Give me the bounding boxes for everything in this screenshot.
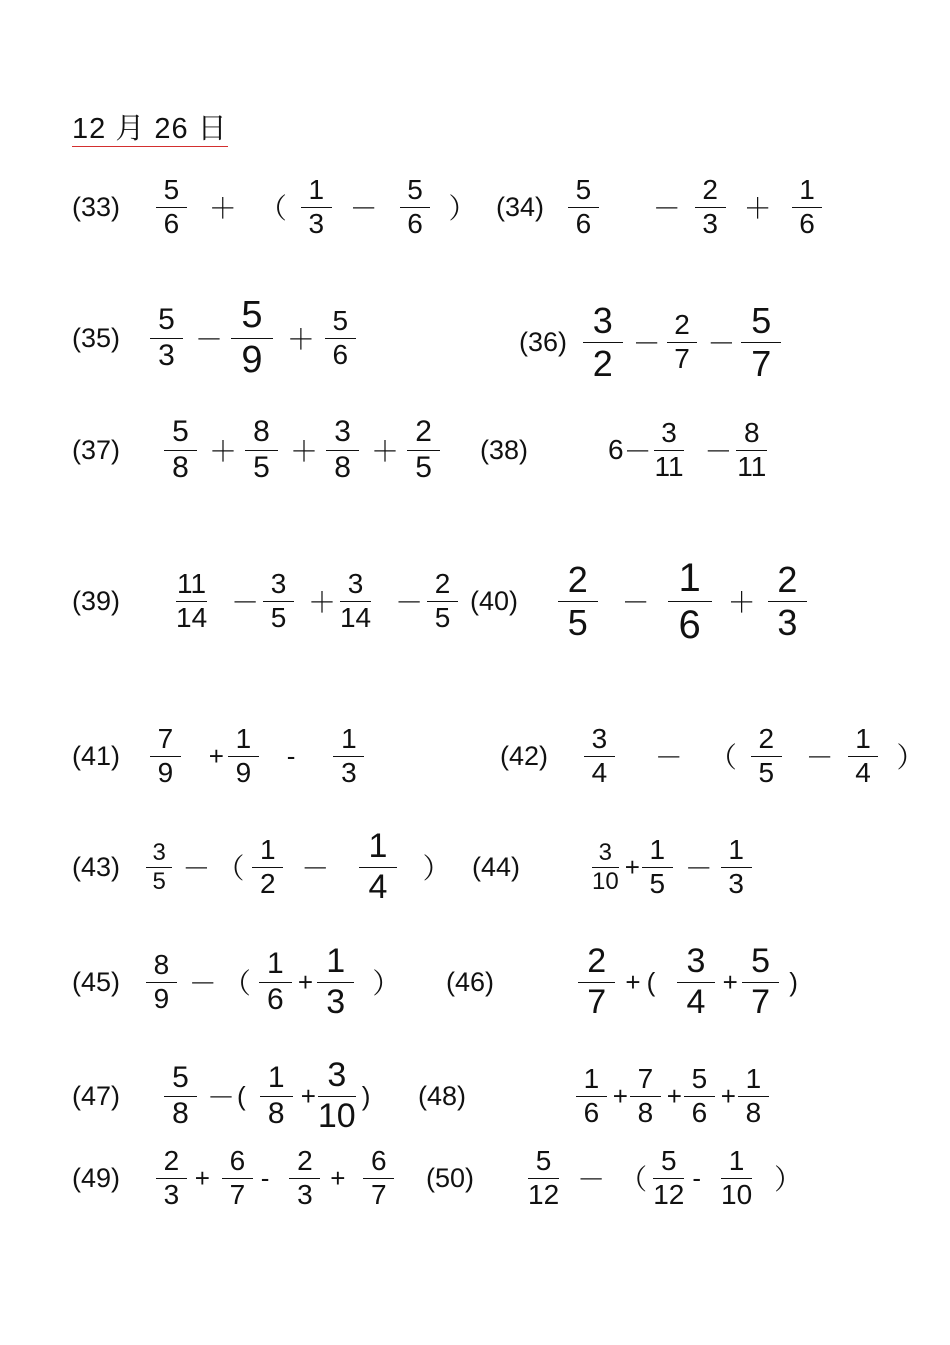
fraction-denominator: 5 <box>649 867 666 899</box>
fraction-denominator: 3 <box>308 207 325 239</box>
fraction <box>146 839 172 895</box>
fraction <box>751 723 782 788</box>
plus-sign: ＋ <box>371 435 400 468</box>
fraction-numerator: 3 <box>598 838 613 866</box>
fraction <box>260 1061 293 1131</box>
fraction-denominator: 3 <box>702 207 718 239</box>
minus-sign: － <box>621 586 650 619</box>
fraction-numerator: 5 <box>691 1063 708 1095</box>
problem-number: (44) <box>472 851 521 882</box>
problem-number: (40) <box>470 585 519 616</box>
problem-47 <box>72 1056 370 1136</box>
fraction <box>630 1063 661 1128</box>
plus-sign: + <box>330 1162 346 1193</box>
fraction <box>363 1145 394 1210</box>
fraction-denominator: 3 <box>158 338 175 372</box>
fraction <box>738 1063 769 1128</box>
fraction-numerator: 3 <box>592 300 613 342</box>
fraction-denominator: 8 <box>745 1096 762 1128</box>
plus-sign: + <box>612 1080 628 1111</box>
fraction-denominator: 9 <box>153 982 170 1014</box>
fraction-denominator: 7 <box>751 982 770 1021</box>
fraction-numerator: 2 <box>163 1145 180 1177</box>
problem-45 <box>72 942 400 1022</box>
plus-sign: + <box>297 966 314 997</box>
plus-sign: + <box>666 1080 682 1111</box>
fraction-numerator: 1 <box>728 1145 745 1177</box>
date-heading: 12 月 26 日 <box>72 113 228 145</box>
fraction <box>584 723 615 788</box>
fraction <box>642 834 673 899</box>
minus-sign: － <box>623 435 652 468</box>
minus-sign: － <box>207 1081 236 1114</box>
plus-sign: + <box>300 1080 316 1111</box>
fraction <box>231 294 273 382</box>
fraction-denominator: 4 <box>686 982 706 1021</box>
plus-sign: + <box>722 966 738 997</box>
minus-sign: - <box>260 1162 270 1193</box>
plus-sign: ＋ <box>727 586 756 619</box>
fraction-numerator: 1 <box>678 555 701 600</box>
fraction <box>359 827 396 906</box>
fraction <box>792 174 823 239</box>
fraction <box>150 723 181 788</box>
fraction-numerator: 2 <box>674 309 690 341</box>
fraction-denominator: 4 <box>855 756 871 788</box>
problem-41 <box>72 716 368 796</box>
fraction <box>654 417 685 482</box>
fraction-denominator: 7 <box>229 1178 246 1210</box>
fraction <box>326 415 359 485</box>
fraction-numerator: 8 <box>253 415 270 448</box>
fraction-numerator: 1 <box>799 174 815 206</box>
fraction-denominator: 4 <box>591 756 608 788</box>
fraction-numerator: 1 <box>341 723 357 755</box>
fraction-numerator: 2 <box>567 559 588 601</box>
fraction-numerator: 5 <box>407 174 423 206</box>
fraction <box>427 568 458 633</box>
fraction <box>653 1145 684 1210</box>
close-paren: ) <box>361 1080 371 1111</box>
plus-sign: + <box>194 1162 210 1193</box>
close-paren: ） <box>372 967 401 1000</box>
fraction-numerator: 3 <box>327 1056 347 1095</box>
fraction-numerator: 2 <box>777 559 798 601</box>
fraction-denominator: 3 <box>777 601 798 643</box>
fraction-denominator: 8 <box>172 1096 189 1130</box>
fraction-denominator: 6 <box>266 982 284 1016</box>
open-paren: ( <box>237 1080 246 1111</box>
fraction-numerator: 2 <box>758 723 775 755</box>
plus-sign: ＋ <box>290 435 319 468</box>
plus-sign: ＋ <box>209 435 238 468</box>
problem-number: (47) <box>72 1080 121 1111</box>
minus-sign: － <box>182 852 211 885</box>
fraction-denominator: 12 <box>528 1178 560 1210</box>
fraction <box>578 942 615 1021</box>
fraction-denominator: 8 <box>637 1096 654 1128</box>
problem-number: (35) <box>72 322 121 353</box>
close-paren: ） <box>422 852 451 885</box>
fraction-numerator: 5 <box>163 174 180 206</box>
fraction-denominator: 14 <box>176 601 208 633</box>
fraction <box>340 568 371 633</box>
fraction-numerator: 3 <box>347 568 364 600</box>
problem-40 <box>470 555 811 647</box>
fraction-numerator: 2 <box>415 415 432 448</box>
problem-number: (36) <box>519 326 568 357</box>
fraction-numerator: 5 <box>751 300 772 342</box>
fraction-numerator: 8 <box>153 949 170 981</box>
plus-sign: ＋ <box>286 323 315 356</box>
fraction-numerator: 5 <box>535 1145 552 1177</box>
problem-number: (33) <box>72 191 121 222</box>
fraction-numerator: 1 <box>583 1063 600 1095</box>
fraction-denominator: 2 <box>260 867 276 899</box>
fraction-numerator: 6 <box>229 1145 246 1177</box>
fraction <box>156 1145 187 1210</box>
fraction-denominator: 7 <box>751 342 772 384</box>
fraction-numerator: 8 <box>744 417 760 449</box>
minus-sign: － <box>652 192 681 225</box>
fraction <box>592 839 619 895</box>
problem-number: (46) <box>446 966 495 997</box>
fraction-denominator: 6 <box>691 1096 708 1128</box>
fraction-denominator: 12 <box>653 1178 685 1210</box>
problem-number: (43) <box>72 851 121 882</box>
fraction-denominator: 8 <box>172 450 189 484</box>
fraction <box>741 300 781 384</box>
fraction <box>721 834 752 899</box>
open-paren: （ <box>216 852 245 885</box>
fraction-denominator: 6 <box>799 207 815 239</box>
problem-36 <box>519 302 785 382</box>
fraction <box>721 1145 752 1210</box>
fraction-numerator: 1 <box>266 947 284 980</box>
fraction <box>848 723 879 788</box>
problem-34 <box>496 167 826 247</box>
minus-sign: － <box>188 967 217 1000</box>
fraction-denominator: 5 <box>270 601 287 633</box>
minus-sign: － <box>395 586 424 619</box>
plus-sign: + <box>720 1080 736 1111</box>
minus-sign: － <box>577 1163 606 1196</box>
fraction-denominator: 9 <box>241 338 263 381</box>
fraction-numerator: 3 <box>686 942 706 981</box>
fraction <box>400 174 431 239</box>
fraction-denominator: 3 <box>728 867 744 899</box>
fraction-numerator: 1 <box>267 1061 285 1094</box>
fraction <box>742 942 779 1021</box>
fraction-numerator: 5 <box>241 293 263 336</box>
fraction-numerator: 1 <box>855 723 871 755</box>
fraction-denominator: 3 <box>163 1178 180 1210</box>
fraction-numerator: 2 <box>434 568 451 600</box>
fraction-denominator: 7 <box>587 982 607 1021</box>
fraction-numerator: 2 <box>587 942 607 981</box>
problem-49 <box>72 1138 398 1218</box>
fraction <box>768 559 808 643</box>
minus-sign: － <box>684 852 713 885</box>
open-paren: （ <box>222 967 251 1000</box>
fraction <box>245 415 278 485</box>
fraction <box>263 568 294 633</box>
fraction-numerator: 3 <box>591 723 608 755</box>
fraction-denominator: 6 <box>407 207 423 239</box>
fraction-numerator: 5 <box>158 303 175 336</box>
minus-sign: － <box>349 192 378 225</box>
minus-sign: － <box>632 327 661 360</box>
fraction-denominator: 14 <box>339 601 372 633</box>
fraction <box>301 174 332 239</box>
fraction-denominator: 6 <box>163 207 180 239</box>
problem-number: (48) <box>418 1080 467 1111</box>
fraction-numerator: 1 <box>728 834 744 866</box>
problem-number: (39) <box>72 585 121 616</box>
fraction-numerator: 1 <box>368 827 388 866</box>
fraction-numerator: 5 <box>172 415 189 448</box>
close-paren: ） <box>448 192 477 225</box>
fraction <box>318 1056 356 1135</box>
problem-number: (34) <box>496 191 545 222</box>
close-paren: ) <box>789 966 798 997</box>
fraction-denominator: 6 <box>583 1096 600 1128</box>
plus-sign: + <box>624 851 640 882</box>
minus-sign: － <box>707 327 736 360</box>
fraction-numerator: 5 <box>172 1061 189 1094</box>
fraction <box>150 303 183 373</box>
fraction <box>317 942 354 1021</box>
problem-46 <box>446 942 798 1022</box>
minus-sign: － <box>654 741 683 774</box>
fraction-numerator: 1 <box>745 1063 762 1095</box>
problem-number: (37) <box>72 434 121 465</box>
fraction <box>146 949 177 1014</box>
fraction-denominator: 8 <box>267 1096 285 1130</box>
fraction-numerator: 5 <box>660 1145 677 1177</box>
problem-35 <box>72 293 360 381</box>
fraction-denominator: 3 <box>297 1178 313 1210</box>
fraction-numerator: 3 <box>334 415 351 448</box>
problem-44 <box>472 827 756 907</box>
plus-sign: ＋ <box>743 192 772 225</box>
problem-38 <box>480 410 771 490</box>
fraction <box>176 568 207 633</box>
plus-sign: ＋ <box>208 192 237 225</box>
problem-48 <box>418 1056 773 1136</box>
problem-number: (45) <box>72 966 121 997</box>
fraction <box>677 942 714 1021</box>
close-paren: ） <box>896 741 925 774</box>
fraction-denominator: 10 <box>317 1096 356 1135</box>
problem-37 <box>72 410 444 490</box>
fraction-denominator: 5 <box>758 756 775 788</box>
problem-42 <box>500 716 924 796</box>
fraction-numerator: 6 <box>371 1145 387 1177</box>
minus-sign: － <box>805 741 834 774</box>
fraction-numerator: 7 <box>637 1063 654 1095</box>
fraction <box>156 174 187 239</box>
fraction-denominator: 5 <box>567 601 588 643</box>
problem-number: (50) <box>426 1162 475 1193</box>
problem-number: (49) <box>72 1162 121 1193</box>
fraction <box>528 1145 559 1210</box>
problem-number: (41) <box>72 740 121 771</box>
fraction <box>695 174 726 239</box>
fraction-denominator: 5 <box>152 867 166 895</box>
fraction-numerator: 11 <box>177 568 207 600</box>
fraction-denominator: 6 <box>575 207 592 239</box>
minus-sign: － <box>195 323 224 356</box>
minus-sign: - <box>692 1162 702 1193</box>
fraction <box>228 723 259 788</box>
plus-sign: + <box>625 966 641 997</box>
fraction-numerator: 1 <box>326 942 346 981</box>
fraction <box>668 555 712 648</box>
fraction-denominator: 3 <box>326 982 346 1021</box>
open-paren: （ <box>708 741 737 774</box>
fraction-numerator: 3 <box>152 838 166 866</box>
fraction <box>583 300 623 384</box>
whole-number: 6 <box>608 434 624 465</box>
problem-43 <box>72 827 451 907</box>
fraction <box>325 305 356 370</box>
fraction-denominator: 5 <box>253 450 270 484</box>
fraction <box>558 559 598 643</box>
fraction-denominator: 6 <box>678 602 701 647</box>
fraction-numerator: 1 <box>260 834 276 866</box>
fraction <box>667 309 698 374</box>
fraction <box>252 834 283 899</box>
problem-number: (42) <box>500 740 549 771</box>
fraction-numerator: 7 <box>157 723 174 755</box>
fraction-denominator: 8 <box>334 450 351 484</box>
fraction-numerator: 2 <box>702 174 718 206</box>
fraction-numerator: 5 <box>575 174 592 206</box>
fraction-numerator: 5 <box>751 942 770 981</box>
minus-sign: － <box>301 852 330 885</box>
fraction-denominator: 5 <box>434 601 451 633</box>
fraction-denominator: 10 <box>721 1178 753 1210</box>
fraction-denominator: 11 <box>654 450 684 482</box>
fraction-denominator: 11 <box>737 450 767 482</box>
fraction-numerator: 2 <box>297 1145 313 1177</box>
problem-number: (38) <box>480 434 529 465</box>
open-paren: ( <box>646 966 656 997</box>
minus-sign: － <box>704 435 733 468</box>
fraction <box>164 1061 197 1131</box>
problem-39 <box>72 561 462 641</box>
open-paren: （ <box>258 192 287 225</box>
fraction <box>164 415 197 485</box>
fraction <box>333 723 364 788</box>
minus-sign: － <box>231 586 260 619</box>
fraction-denominator: 2 <box>592 342 613 384</box>
fraction-denominator: 6 <box>332 338 349 370</box>
fraction-numerator: 3 <box>661 417 677 449</box>
minus-sign: - <box>286 740 296 771</box>
fraction <box>568 174 599 239</box>
fraction-denominator: 4 <box>368 867 388 906</box>
fraction <box>576 1063 607 1128</box>
fraction-denominator: 3 <box>341 756 357 788</box>
close-paren: ） <box>774 1163 803 1196</box>
fraction <box>259 947 292 1017</box>
fraction <box>684 1063 715 1128</box>
fraction-numerator: 1 <box>308 174 325 206</box>
fraction-denominator: 7 <box>674 342 690 374</box>
plus-sign: ＋ <box>307 586 336 619</box>
problem-50 <box>426 1138 802 1218</box>
fraction-denominator: 9 <box>235 756 252 788</box>
fraction-numerator: 1 <box>235 723 252 755</box>
fraction-denominator: 5 <box>415 450 432 484</box>
open-paren: （ <box>619 1163 648 1196</box>
fraction-numerator: 1 <box>649 834 666 866</box>
plus-sign: + <box>208 740 224 771</box>
fraction-numerator: 5 <box>332 305 349 337</box>
problem-33 <box>72 167 476 247</box>
fraction-denominator: 10 <box>592 867 619 895</box>
fraction <box>736 417 767 482</box>
fraction-denominator: 7 <box>371 1178 387 1210</box>
fraction-denominator: 9 <box>157 756 174 788</box>
fraction <box>289 1145 320 1210</box>
fraction <box>407 415 440 485</box>
fraction <box>222 1145 253 1210</box>
fraction-numerator: 3 <box>270 568 287 600</box>
